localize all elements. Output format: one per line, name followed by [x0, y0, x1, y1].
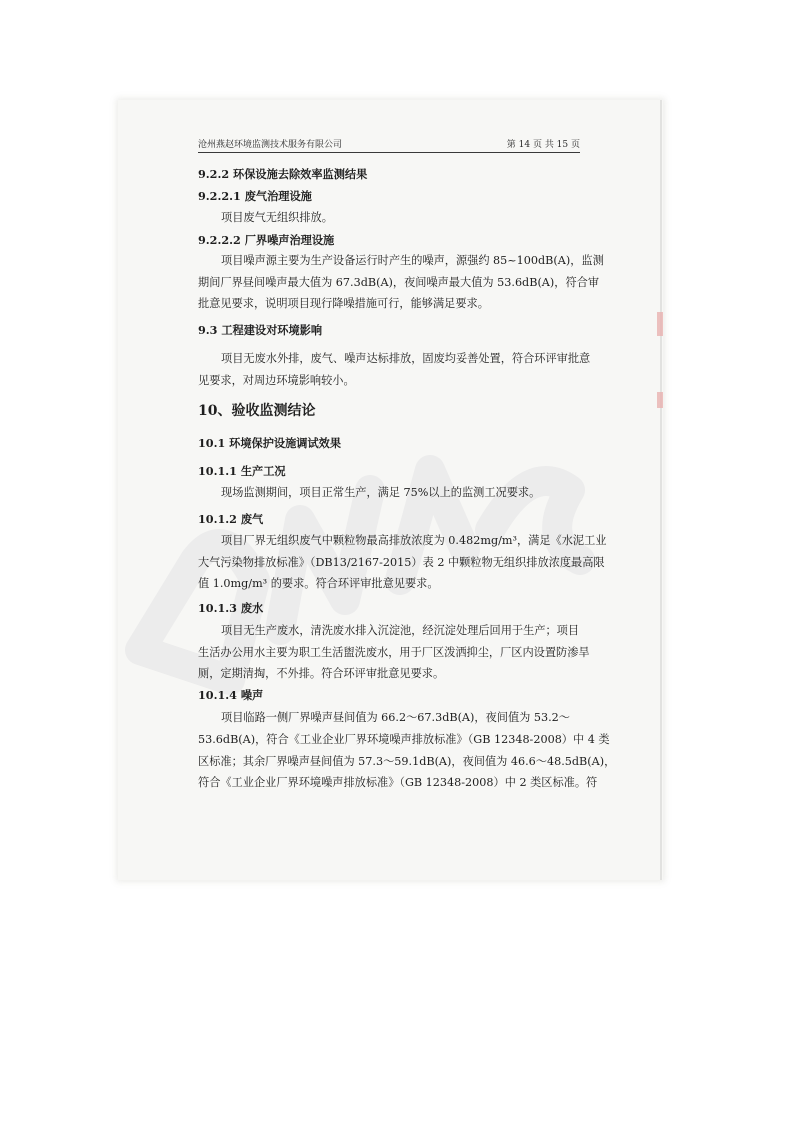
- heading-10-1: 10.1 环境保护设施调试效果: [198, 436, 342, 450]
- paragraph-9-2-2-1: 项目废气无组织排放。: [221, 211, 333, 224]
- paragraph-10-1-4-line-1: 项目临路一侧厂界噪声昼间值为 66.2～67.3dB(A)，夜间值为 53.2～: [221, 711, 570, 724]
- paragraph-10-1-3-line-1: 项目无生产废水，清洗废水排入沉淀池，经沉淀处理后回用于生产；项目: [221, 624, 580, 637]
- heading-9-2-2: 9.2.2 环保设施去除效率监测结果: [198, 167, 368, 181]
- page-edge: [660, 100, 662, 880]
- paragraph-9-2-2-2-line-1: 项目噪声源主要为生产设备运行时产生的噪声，源强约 85~100dB(A)，监测: [221, 254, 604, 267]
- heading-10-1-2: 10.1.2 废气: [198, 512, 264, 526]
- heading-10-1-4: 10.1.4 噪声: [198, 688, 264, 702]
- paragraph-9-2-2-2-line-3: 批意见要求，说明项目现行降噪措施可行，能够满足要求。: [198, 297, 489, 310]
- paragraph-10-1-3-line-3: 厕，定期清掏，不外排。符合环评审批意见要求。: [198, 667, 445, 680]
- heading-9-2-2-2: 9.2.2.2 厂界噪声治理设施: [198, 233, 335, 247]
- paragraph-10-1-4-line-4: 符合《工业企业厂界环境噪声排放标准》（GB 12348-2008）中 2 类区标准。符: [198, 776, 598, 789]
- paragraph-9-3-line-1: 项目无废水外排，废气、噪声达标排放，固废均妥善处置，符合环评审批意: [221, 352, 591, 365]
- heading-9-3: 9.3 工程建设对环境影响: [198, 323, 323, 337]
- seal-fragment-bottom: [657, 392, 663, 408]
- company-name: 沧州燕赵环境监测技术服务有限公司: [198, 140, 343, 150]
- paragraph-10-1-2-line-1: 项目厂界无组织废气中颗粒物最高排放浓度为 0.482mg/m³，满足《水泥工业: [221, 534, 607, 547]
- paragraph-9-3-line-2: 见要求，对周边环境影响较小。: [198, 374, 355, 387]
- paragraph-10-1-4-line-3: 区标准；其余厂界噪声昼间值为 57.3～59.1dB(A)，夜间值为 46.6～48.5dB(A)，: [198, 755, 616, 768]
- page-number: 第 14 页 共 15 页: [506, 140, 580, 150]
- paragraph-9-2-2-2-line-2: 期间厂界昼间噪声最大值为 67.3dB(A)，夜间噪声最大值为 53.6dB(A)，符合审: [198, 276, 600, 289]
- chapter-10-title: 10、验收监测结论: [198, 403, 316, 419]
- heading-10-1-3: 10.1.3 废水: [198, 601, 264, 615]
- paragraph-10-1-3-line-2: 生活办公用水主要为职工生活盥洗废水，用于厂区泼洒抑尘，厂区内设置防渗旱: [198, 646, 590, 659]
- heading-9-2-2-1: 9.2.2.1 废气治理设施: [198, 189, 312, 203]
- paragraph-10-1-1: 现场监测期间，项目正常生产，满足 75%以上的监测工况要求。: [221, 486, 541, 499]
- heading-10-1-1: 10.1.1 生产工况: [198, 464, 286, 478]
- seal-fragment-top: [657, 312, 663, 336]
- paragraph-10-1-2-line-2: 大气污染物排放标准》（DB13/2167-2015）表 2 中颗粒物无组织排放浓度最高限: [198, 556, 605, 569]
- paragraph-10-1-2-line-3: 值 1.0mg/m³ 的要求。符合环评审批意见要求。: [198, 577, 439, 590]
- page-header: [198, 136, 580, 153]
- paragraph-10-1-4-line-2: 53.6dB(A)，符合《工业企业厂界环境噪声排放标准》（GB 12348-2008）中 4 类: [198, 733, 610, 746]
